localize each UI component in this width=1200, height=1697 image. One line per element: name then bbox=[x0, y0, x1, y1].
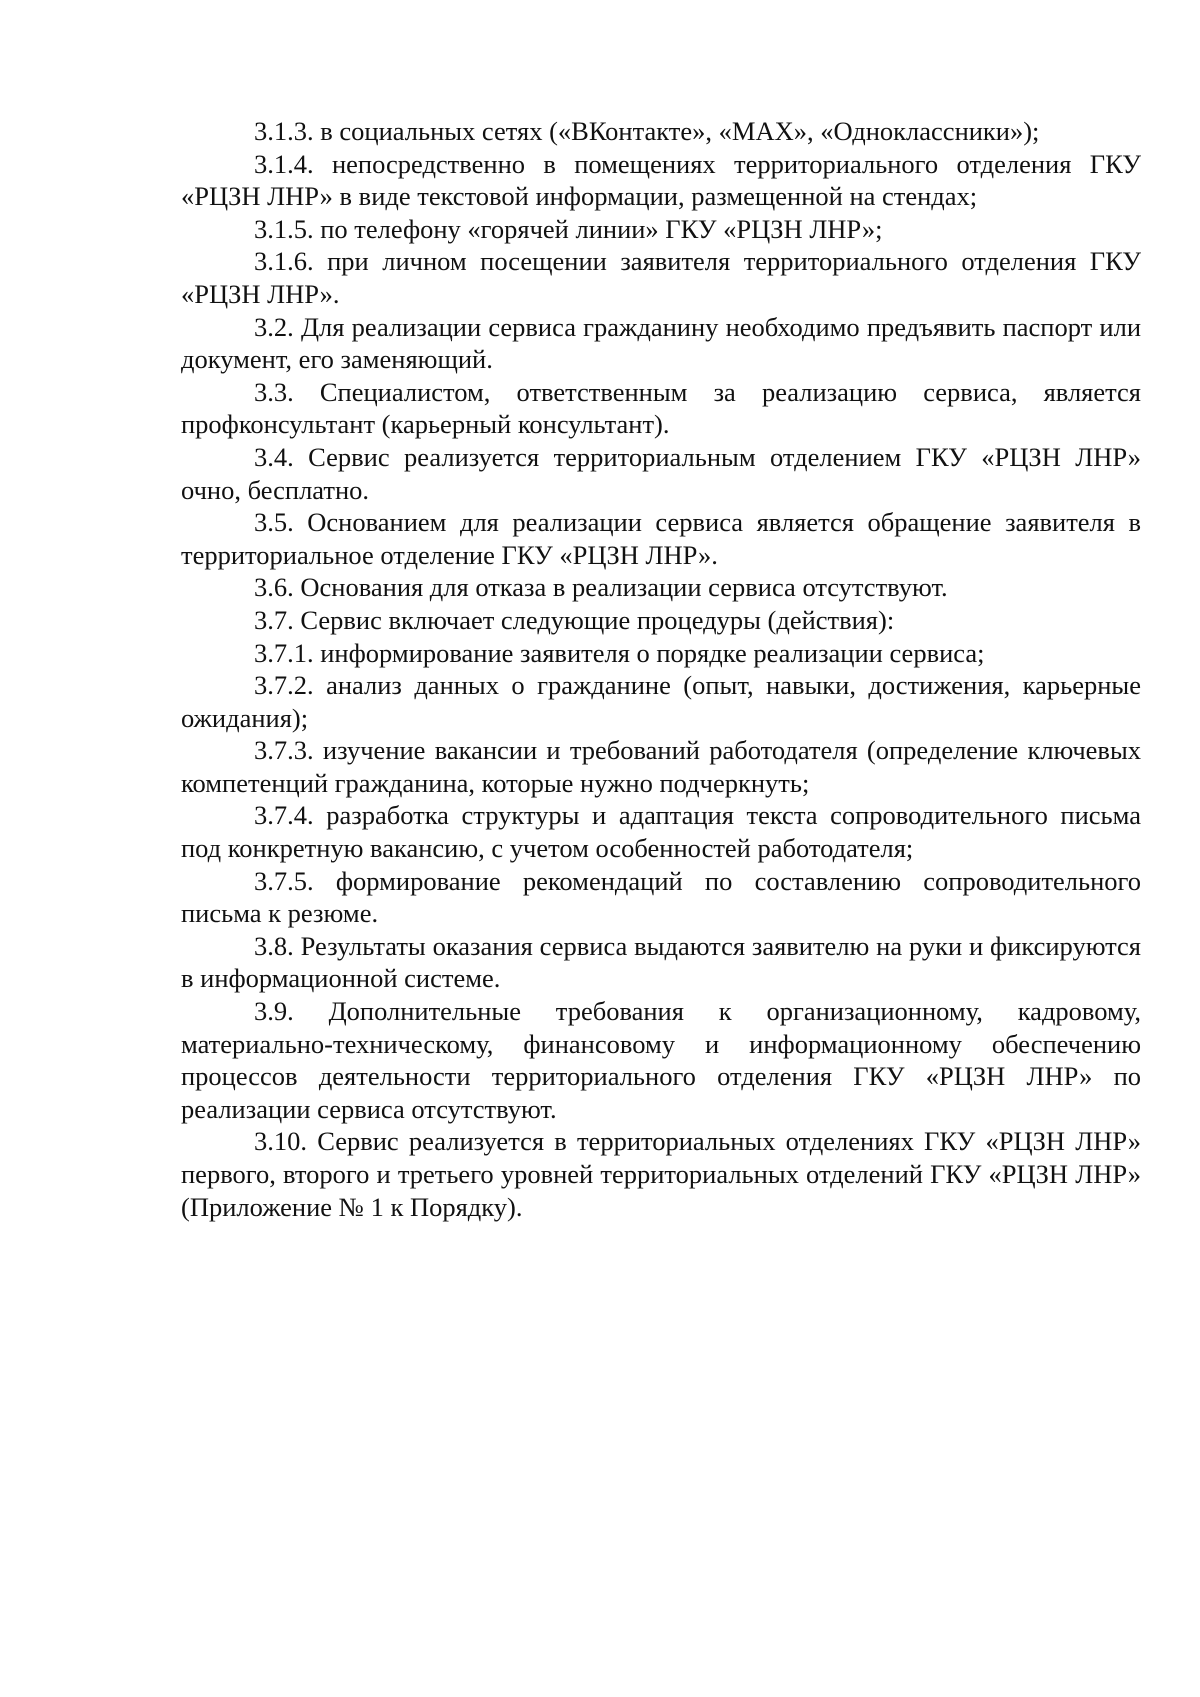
paragraph-3-2: 3.2. Для реализации сервиса гражданину необходимо предъявить паспорт или документ, его заменяющий. bbox=[181, 311, 1141, 375]
paragraph-3-5: 3.5. Основанием для реализации сервиса является обращение заявителя в территориальное отделение ГКУ «РЦЗН ЛНР». bbox=[181, 507, 1141, 570]
paragraph-3-6: 3.6. Основания для отказа в реализации сервиса отсутствуют. bbox=[254, 572, 948, 603]
paragraph-3-7-4: 3.7.4. разработка структуры и адаптация текста сопроводительного письма под конкретную вакансию, с учетом особенностей работодателя; bbox=[181, 800, 1141, 864]
paragraph-3-1-6: 3.1.6. при личном посещении заявителя территориального отделения ГКУ «РЦЗН ЛНР». bbox=[181, 246, 1141, 309]
paragraph-3-8: 3.8. Результаты оказания сервиса выдаются заявителю на руки и фиксируются в информационной системе. bbox=[181, 930, 1141, 994]
paragraph-3-1-4: 3.1.4. непосредственно в помещениях территориального отделения ГКУ «РЦЗН ЛНР» в виде текстовой информации, размещенной на стендах; bbox=[181, 148, 1141, 212]
paragraph-3-9: 3.9. Дополнительные требования к организационному, кадровому, материально-техническому, финансовому и информационному обеспечению процессов деятельности территориального отделения ГКУ «РЦЗН ЛНР» по реализации сервиса отсутствуют. bbox=[181, 996, 1141, 1124]
paragraph-3-7-2: 3.7.2. анализ данных о гражданине (опыт, навыки, достижения, карьерные ожидания); bbox=[181, 670, 1141, 733]
paragraph-3-7-5: 3.7.5. формирование рекомендаций по составлению сопроводительного письма к резюме. bbox=[181, 865, 1141, 929]
document-body bbox=[181, 115, 1141, 1223]
paragraph-3-4: 3.4. Сервис реализуется территориальным отделением ГКУ «РЦЗН ЛНР» очно, бесплатно. bbox=[181, 441, 1141, 505]
paragraph-3-10: 3.10. Сервис реализуется в территориальных отделениях ГКУ «РЦЗН ЛНР» первого, второго и третьего уровней территориальных отделений ГКУ «РЦЗН ЛНР» (Приложение № 1 к Порядку). bbox=[181, 1126, 1141, 1222]
paragraph-3-7-3: 3.7.3. изучение вакансии и требований работодателя (определение ключевых компетенций гражданина, которые нужно подчеркнуть; bbox=[181, 735, 1141, 798]
paragraph-3-7-1: 3.7.1. информирование заявителя о порядке реализации сервиса; bbox=[254, 637, 985, 668]
paragraph-3-7: 3.7. Сервис включает следующие процедуры (действия): bbox=[254, 604, 895, 635]
paragraph-3-1-3: 3.1.3. в социальных сетях («ВКонтакте», «MAX», «Одноклассники»); bbox=[254, 116, 1040, 146]
paragraph-3-3: 3.3. Специалистом, ответственным за реализацию сервиса, является профконсультант (карьерный консультант). bbox=[181, 376, 1141, 440]
paragraph-3-1-5: 3.1.5. по телефону «горячей линии» ГКУ «РЦЗН ЛНР»; bbox=[254, 213, 883, 244]
